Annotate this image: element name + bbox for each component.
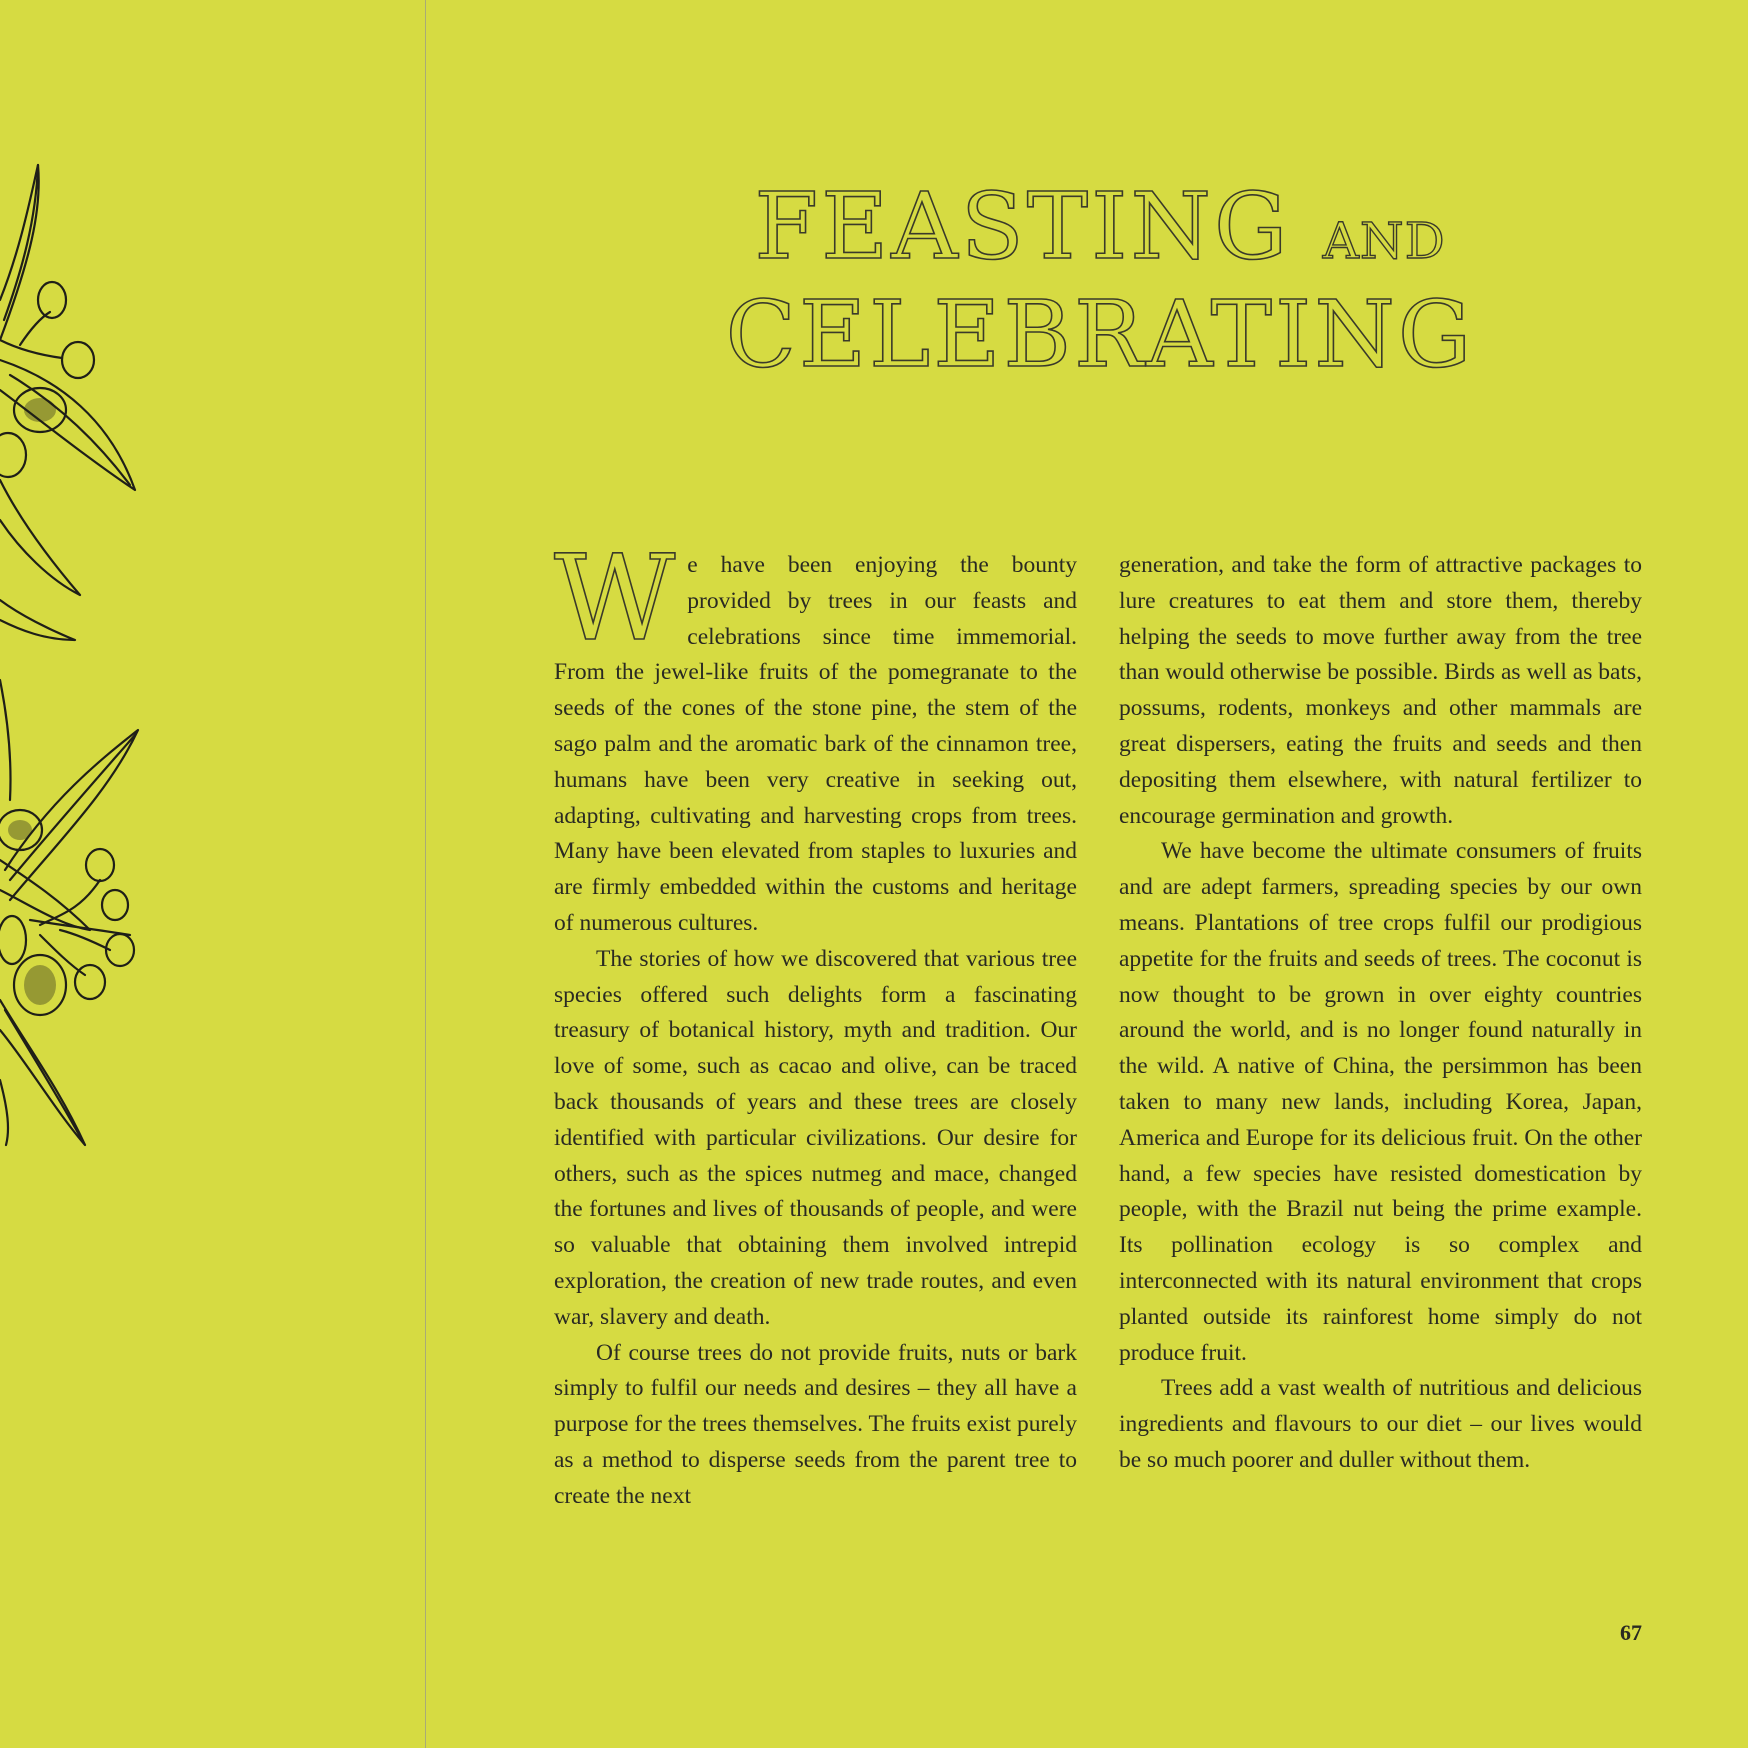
leaf-4 [0,600,75,640]
paragraph-6: Trees add a vast wealth of nutritious and delicious ingredients and flavours to our diet – our lives would be so much poorer and duller without them. [1119,1375,1642,1473]
olive-fruit-4 [0,433,26,477]
olive-fruit-6 [86,849,114,881]
olive-fruit-1 [38,282,66,318]
olive-fruit-11 [0,916,26,964]
leaf-8 [0,1080,8,1145]
text-column-right [1119,548,1642,1479]
olive-branch-illustration [0,0,425,1748]
title-feasting: FEASTING [754,173,1291,281]
paragraph-4: generation, and take the form of attractive packages to lure creatures to eat them and store them, thereby helping the seeds to move further away from the tree than would otherwise be possible. Birds as well as bats, possums, rodents, monkeys and other mammals are great dispersers, eating the fruits and seeds and then depositing them elsewhere, with natural fertilizer to encourage germination and growth. [1119,552,1642,829]
drop-cap: W [554,529,676,667]
paragraph-2: The stories of how we discovered that various tree species offered such delights form a fascinating treasury of botanical history, myth and tradition. Our love of some, such as cacao and olive, can be traced back thousands of years and these trees are closely identified with particular civilizations. Our desire for others, such as the spices nutmeg and mace, changed the fortunes and lives of thousands of people, and were so valuable that obtaining them involved intrepid exploration, the creation of new trade routes, and even war, slavery and death. [554,945,1077,1330]
olive-fruit-7 [102,890,128,920]
botanical-illustration-panel [0,0,426,1748]
title-line-1 [720,173,1480,289]
olive-fruit-2 [62,342,94,378]
title-and: AND [1322,212,1446,271]
text-column-left [554,529,1077,1515]
paragraph-1-text: e have been enjoying the bounty provided by trees in our feasts and celebrations since time immemorial. From the jewel-like fruits of the pomegranate to the seeds of the cones of the stone pine, the stem of the sago palm and the aromatic bark of the cinnamon tree, humans have been very creative in seeking out, adapting, cultivating and harvesting crops from trees. Many have been elevated from staples to luxuries and are firmly embedded within the customs and heritage of numerous cultures. [554,552,1077,936]
paragraph-1 [554,529,1077,942]
paragraph-5: We have become the ultimate consumers of fruits and are adept farmers, spreading species by our own means. Plantations of tree crops fulfil our prodigious appetite for the fruits and seeds of trees. The coconut is now thought to be grown in over eighty countries around the world, and is no longer found naturally in the wild. A native of China, the persimmon has been taken to many new lands, including Korea, Japan, America and Europe for its delicious fruit. On the other hand, a few species have resisted domestication by people, with the Brazil nut being the prime example. Its pollination ecology is so complex and interconnected with its natural environment that crops planted outside its rainforest home simply do not produce fruit. [1119,838,1642,1366]
title-line-2: CELEBRATING [725,281,1475,389]
leaf-3 [0,480,80,595]
chapter-title [720,173,1480,399]
page-number: 67 [1620,1620,1642,1645]
paragraph-3: Of course trees do not provide fruits, nuts or bark simply to fulfil our needs and desires – they all have a purpose for the trees themselves. The fruits exist purely as a method to disperse seeds from the parent tree to create the next [554,1339,1077,1509]
